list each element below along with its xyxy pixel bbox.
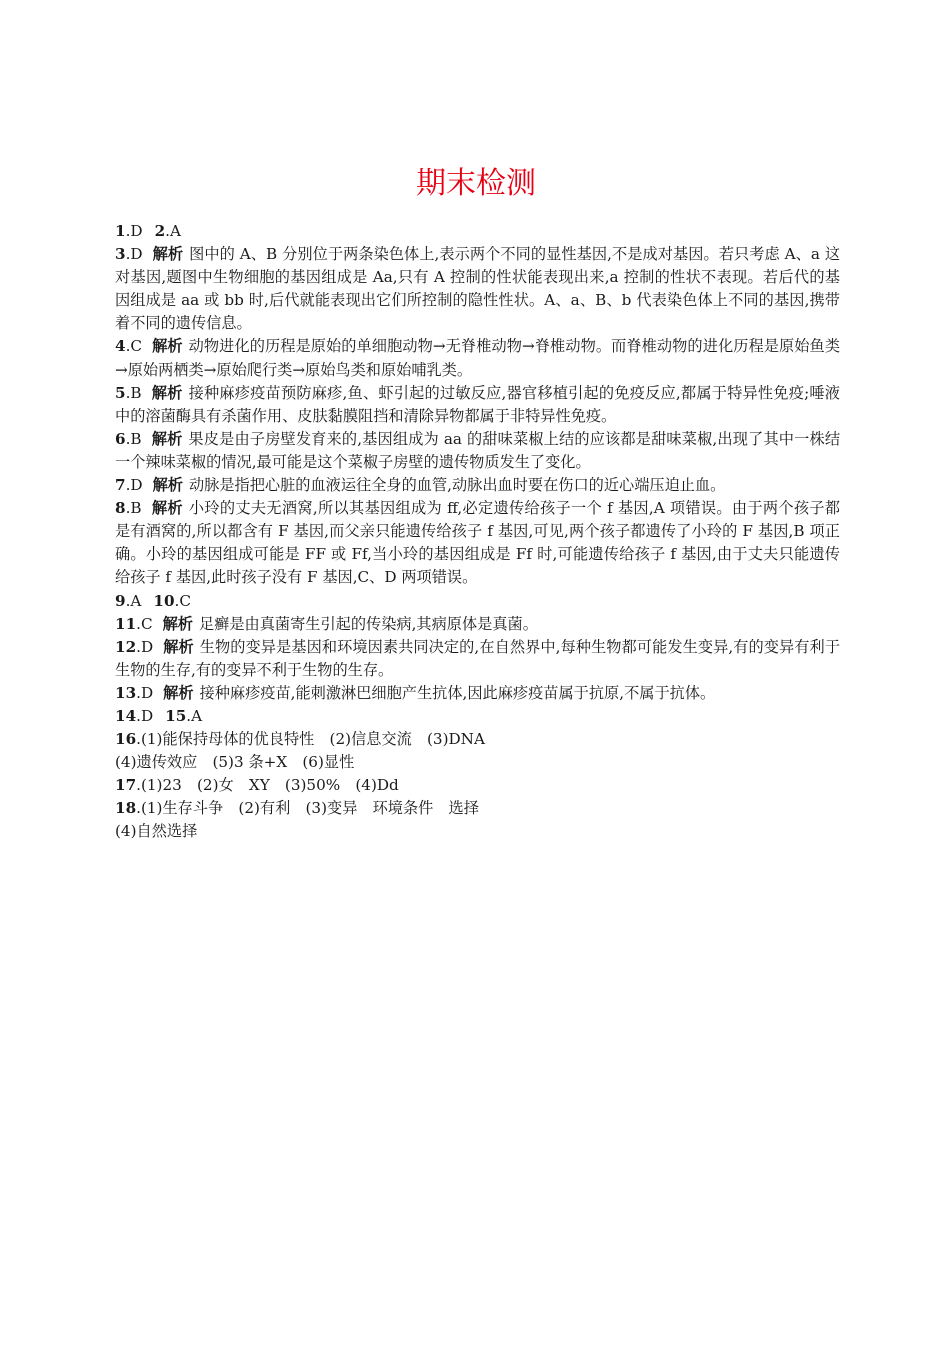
question-number: 7 [115,476,126,495]
question-number: 16 [115,730,137,749]
question-number: 8 [115,499,126,518]
question-number: 5 [115,383,126,402]
analysis-text: 生物的变异是基因和环境因素共同决定的,在自然界中,每种生物都可能发生变异,有的变异有利于生物的生存,有的变异不利于生物的生存。 [115,637,841,679]
answer-choice: .B [125,499,142,518]
question-number: 10 [153,591,175,610]
answer-line: .(1)23 (2)女 XY (3)50% (4)Dd [136,776,399,795]
answer-choice: .A [125,591,142,610]
answer-4 [115,335,840,381]
answer-choice: .C [174,591,191,610]
analysis-label: 解析 [152,337,183,356]
answer-18 [115,797,840,820]
answer-3 [115,243,840,335]
answer-choice: .A [165,222,181,240]
answer-choice: .A [186,706,203,725]
analysis-text: 小玲的丈夫无酒窝,所以其基因组成为 ff,必定遗传给孩子一个 f 基因,A 项错误。由于两个孩子都是有酒窝的,所以都含有 F 基因,而父亲只能遗传给孩子 f 基因,可见,两个孩子都遗传了小玲的 F 基因,B 项正确。小玲的基因组成可能是 FF 或 Ff,当小玲的基因组成是 Ff 时,可能遗传给孩子 f 基因,由于丈夫只能遗传给孩子 f 基因,此时孩子没有 F 基因,C、D 两项错误。 [115,499,840,587]
answer-row-14-15 [115,705,840,728]
question-number: 15 [165,706,187,725]
answer-line: (4)遗传效应 (5)3 条+X (6)显性 [115,753,355,772]
analysis-text: 果皮是由子房壁发育来的,基因组成为 aa 的甜味菜椒上结的应该都是甜味菜椒,出现了其中一株结一个辣味菜椒的情况,最可能是这个菜椒子房壁的遗传物质发生了变化。 [115,429,841,471]
question-number: 6 [115,429,126,448]
analysis-label: 解析 [163,637,194,656]
answer-line: .(1)能保持母体的优良特性 (2)信息交流 (3)DNA [136,730,485,749]
answer-line: .(1)生存斗争 (2)有利 (3)变异 环境条件 选择 [136,799,479,818]
answer-choice: .D [136,683,154,702]
answer-choice: .D [125,476,143,495]
analysis-label: 解析 [151,429,183,448]
answer-12 [115,636,840,682]
analysis-text: 足癣是由真菌寄生引起的传染病,其病原体是真菌。 [198,614,538,633]
analysis-label: 解析 [163,683,194,702]
question-number: 4 [115,337,126,356]
answer-7 [115,474,840,497]
answer-choice: .B [125,383,142,402]
question-number: 3 [115,245,126,264]
question-number: 13 [115,683,137,702]
analysis-label: 解析 [152,476,183,495]
analysis-label: 解析 [152,245,184,264]
question-number: 11 [115,614,137,633]
answer-row-9-10 [115,590,840,613]
answer-choice: .D [136,637,154,656]
analysis-text: 动物进化的历程是原始的单细胞动物→无脊椎动物→脊椎动物。而脊椎动物的进化历程是原始鱼类→原始两栖类→原始爬行类→原始鸟类和原始哺乳类。 [115,337,841,379]
analysis-text: 接种麻疹疫苗,能刺激淋巴细胞产生抗体,因此麻疹疫苗属于抗原,不属于抗体。 [199,683,716,702]
answer-16-continued [115,751,840,774]
analysis-label: 解析 [151,499,183,518]
question-number: 2 [154,222,166,240]
question-number: 14 [115,706,137,725]
answer-list [115,220,840,844]
answer-18-continued [115,820,840,843]
answer-13 [115,682,840,705]
question-number: 17 [115,776,137,795]
answer-choice: .B [125,429,142,448]
answer-row-1-2 [115,220,840,243]
answer-6 [115,428,840,474]
answer-8 [115,497,840,589]
page-title: 期末检测 [416,166,536,201]
answer-choice: .D [125,245,143,264]
question-number: 18 [115,799,137,818]
analysis-text: 图中的 A、B 分别位于两条染色体上,表示两个不同的显性基因,不是成对基因。若只考虑 A、a 这对基因,题图中生物细胞的基因组成是 Aa,只有 A 控制的性状能表现出来,a 控制的性状不表现。若后代的基因组成是 aa 或 bb 时,后代就能表现出它们所控制的隐性性状。A、a、B、b 代表染色体上不同的基因,携带着不同的遗传信息。 [115,245,841,333]
question-number: 12 [115,637,137,656]
analysis-label: 解析 [151,383,183,402]
answer-line: (4)自然选择 [115,822,198,841]
answer-choice: .C [136,614,153,633]
answer-choice: .C [125,337,143,356]
question-number: 9 [115,591,126,610]
answer-17 [115,774,840,797]
analysis-text: 接种麻疹疫苗预防麻疹,鱼、虾引起的过敏反应,器官移植引起的免疫反应,都属于特异性免疫;唾液中的溶菌酶具有杀菌作用、皮肤黏膜阻挡和清除异物都属于非特异性免疫。 [115,383,840,425]
answer-choice: .D [125,222,143,240]
answer-5 [115,382,840,428]
answer-choice: .D [136,706,154,725]
analysis-text: 动脉是指把心脏的血液运往全身的血管,动脉出血时要在伤口的近心端压迫止血。 [188,476,726,495]
question-number: 1 [115,222,126,240]
answer-16 [115,728,840,751]
answer-11 [115,613,840,636]
analysis-label: 解析 [162,614,193,633]
